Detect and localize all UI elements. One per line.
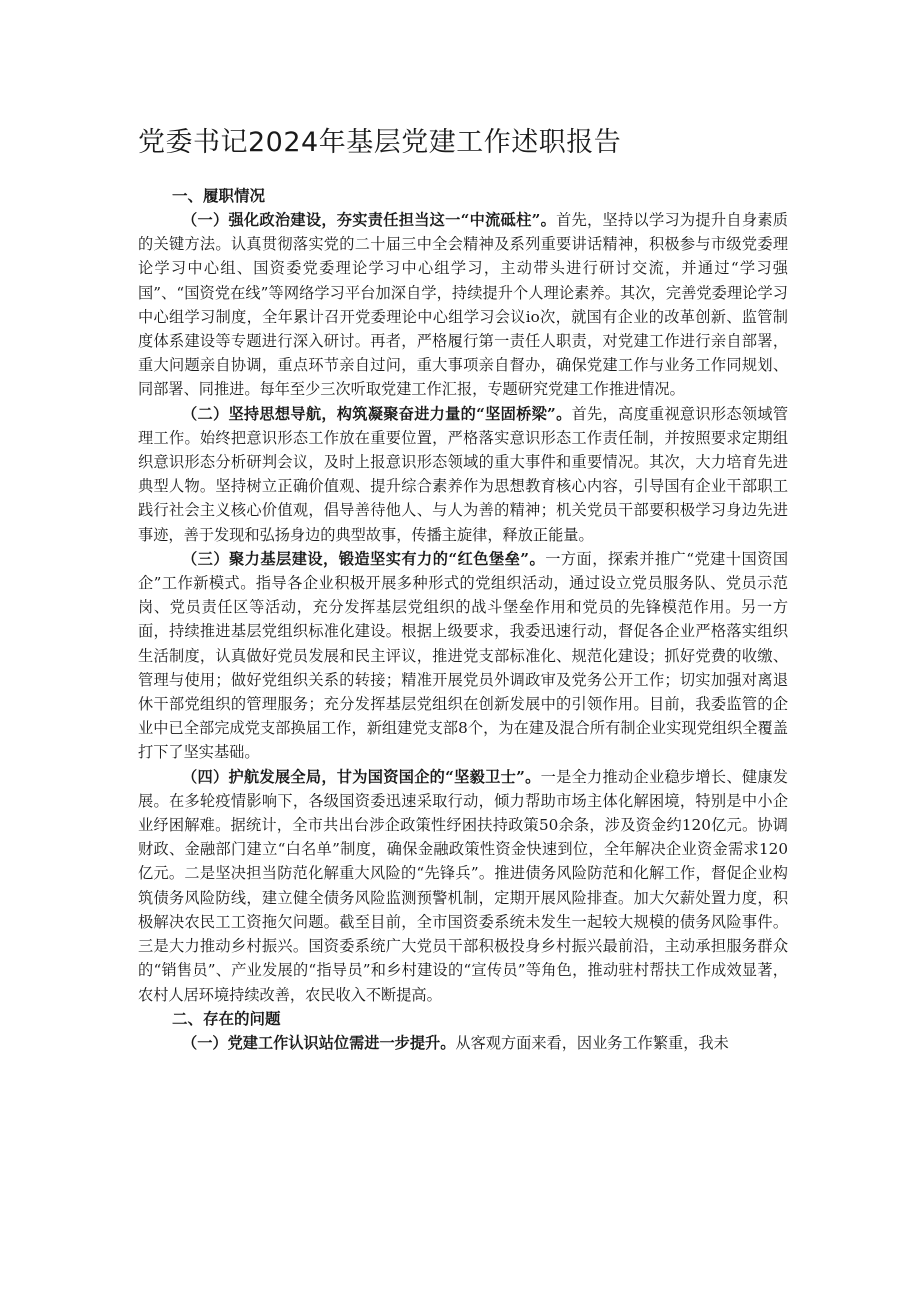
paragraph-lead: （二）坚持思想导航，构筑凝聚奋进力量的“坚固桥梁”。 [182,404,572,423]
paragraph-lead: （三）聚力基层建设，锻造坚实有力的“红色堡垒”。 [182,549,546,568]
paragraph-body: 从客观方面来看，因业务工作繁重，我未 [455,1033,729,1052]
paragraph-lead: （四）护航发展全局，甘为国资国企的“坚毅卫士”。 [182,767,541,786]
paragraph-lead: （一）强化政治建设，夯实责任担当这一“中流砥柱”。 [182,211,557,229]
section-heading: 二、存在的问题 [172,1008,281,1028]
section-problems [138,1007,788,1055]
document-title: 党委书记2024年基层党建工作述职报告 [138,127,622,158]
paragraph-body: 首先，高度重视意识形态领域管理工作。始终把意识形态工作放在重要位置，严格落实意识形态工作责任制，并按照要求定期组织意识形态分析研判会议，及时上报意识形态领域的重大事件和重要情况。其次，大力培育先进典型人物。坚持树立正确价值观、提升综合素养作为思想教育核心内容，引导国有企业干部职工践行社会主义核心价值观，倡导善待他人、与人为善的精神；机关党员干部要积极学习身边先进事迹，善于发现和弘扬身边的典型故事，传播主旋律，释放正能量。 [138,404,789,544]
paragraph-body: 一方面，探索并推广“党建十国资国企”工作新模式。指导各企业积极开展多种形式的党组织活动，通过设立党员服务队、党员示范岗、党员责任区等活动，充分发挥基层党组织的战斗堡垒作用和党员的先锋模范作用。另一方面，持续推进基层党组织标准化建设。根据上级要求，我委迅速行动，督促各企业严格落实组织生活制度，认真做好党员发展和民主评议，推进党支部标准化、规范化建设；抓好党费的收缴、管理与使用；做好党组织关系的转接；精准开展党员外调政审及党务公开工作；切实加强对离退休干部党组织的管理服务；充分发挥基层党组织在创新发展中的引领作用。目前，我委监管的企业中已全部完成党支部换届工作，新组建党支部8个，为在建及混合所有制企业实现党组织全覆盖打下了坚实基础。 [138,549,789,762]
section-heading: 一、履职情况 [172,186,266,205]
paragraph [138,547,788,765]
section-performance [138,184,788,1007]
paragraph [138,765,788,1007]
paragraph [138,1031,788,1055]
paragraph-body: 首先，坚持以学习为提升自身素质的关键方法。认真贯彻落实党的二十届三中全会精神及系列重要讲话精神，积极参与市级党委理论学习中心组、国资委党委理论学习中心组学习，主动带头进行研讨交流，并通过“学习强国”、“国资党在线”等网络学习平台加深自学，持续提升个人理论素养。其次，完善党委理论学习中心组学习制度，全年累计召开党委理论中心组学习会议io次，就国有企业的改革创新、监管制度体系建设等专题进行深入研讨。再者，严格履行第一责任人职责，对党建工作进行亲自部署，重大问题亲自协调，重点环节亲自过问，重大事项亲自督办，确保党建工作与业务工作同规划、同部署、同推进。每年至少三次听取党建工作汇报，专题研究党建工作推进情况。 [138,211,788,399]
paragraph-body: 一是全力推动企业稳步增长、健康发展。在多轮疫情影响下，各级国资委迅速采取行动，倾力帮助市场主体化解困境，特别是中小企业纾困解难。据统计，全市共出台涉企政策性纾困扶持政策50余条，涉及资金约120亿元。协调财政、金融部门建立“白名单”制度，确保金融政策性资金快速到位，全年解决企业资金需求120亿元。二是坚决担当防范化解重大风险的“先锋兵”。推进债务风险防范和化解工作，督促企业构筑债务风险防线，建立健全债务风险监测预警机制，定期开展风险排查。加大欠薪处置力度，积极解决农民工工资拖欠问题。截至目前，全市国资委系统未发生一起较大规模的债务风险事件。三是大力推动乡村振兴。国资委系统广大党员干部积极投身乡村振兴最前沿，主动承担服务群众的“销售员”、产业发展的“指导员”和乡村建设的“宣传员”等角色，推动驻村帮扶工作成效显著，农村人居环境持续改善，农民收入不断提高。 [138,767,788,1004]
document-page [138,124,788,1055]
paragraph [138,402,788,547]
paragraph-lead: （一）党建工作认识站位需进一步提升。 [182,1033,456,1052]
paragraph [138,208,788,402]
